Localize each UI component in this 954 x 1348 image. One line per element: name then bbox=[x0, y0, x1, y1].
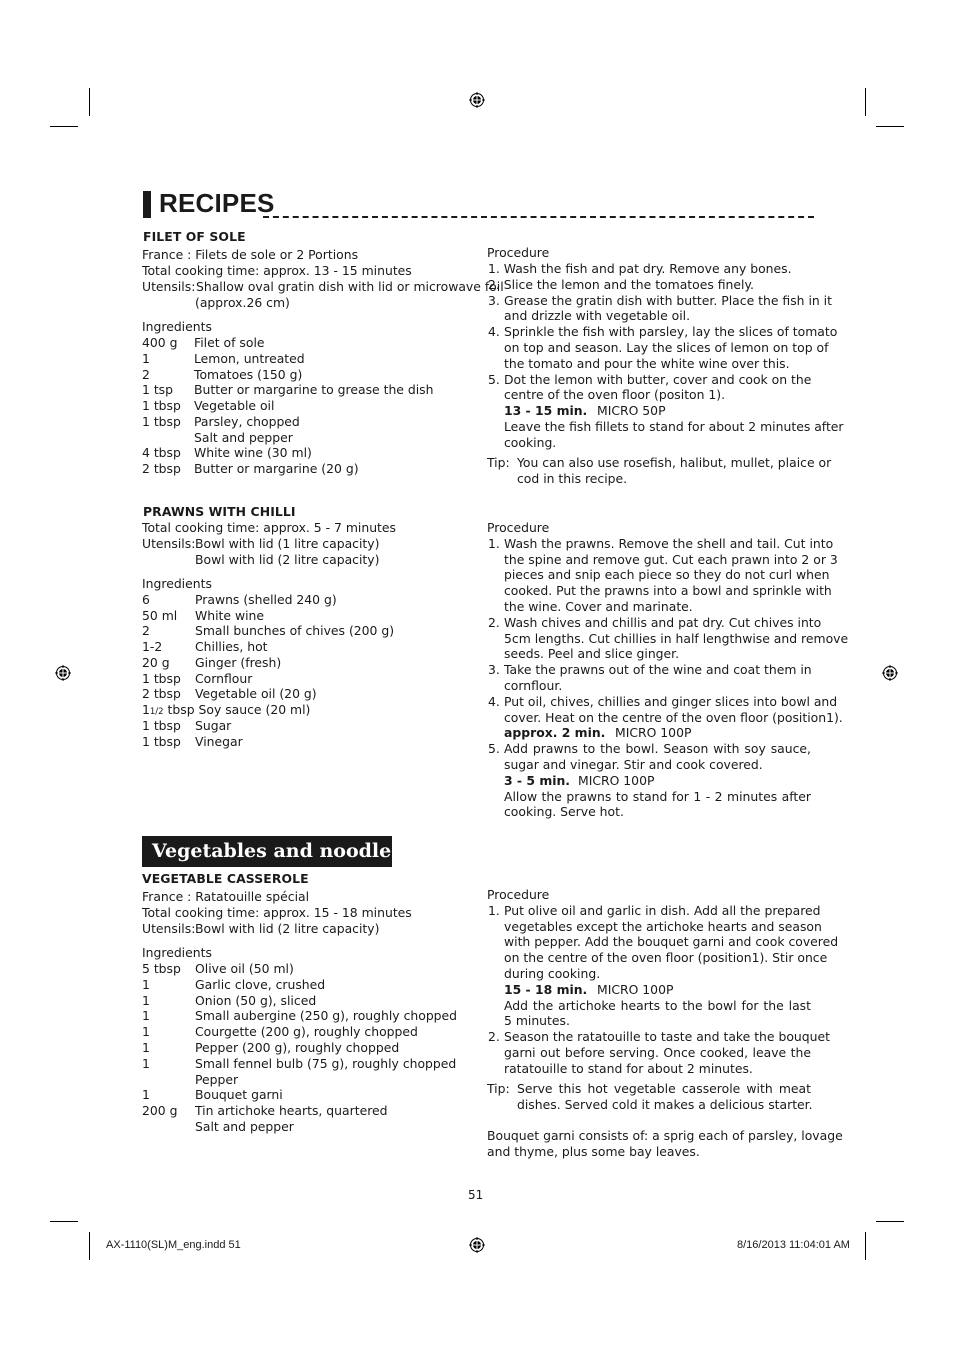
ingredients-label: Ingredients bbox=[142, 576, 212, 591]
step-number: 5. bbox=[488, 372, 500, 387]
power-setting: MICRO 100P bbox=[597, 982, 674, 997]
utensils-text: Bowl with lid (2 litre capacity) bbox=[195, 921, 380, 936]
utensils-text: Shallow oval gratin dish with lid or microwave foil bbox=[196, 279, 504, 294]
utensils-text: (approx.26 cm) bbox=[195, 295, 290, 310]
recipe-origin: France : Ratatouille spécial bbox=[142, 889, 310, 904]
step-number: 4. bbox=[488, 694, 500, 709]
tip-text: cod in this recipe. bbox=[517, 471, 628, 486]
section-title: RECIPES bbox=[159, 188, 275, 218]
utensils-text: Bowl with lid (1 litre capacity) bbox=[195, 536, 380, 551]
cook-time: 15 - 18 min. bbox=[504, 982, 588, 997]
cook-time: 13 - 15 min. bbox=[504, 403, 588, 418]
registration-mark-icon bbox=[882, 665, 898, 681]
tip-text: dishes. Served cold it makes a delicious starter. bbox=[517, 1097, 813, 1112]
step-line: 5cm lengths. Cut chillies in half lengthwise and remove bbox=[504, 631, 849, 646]
crop-mark bbox=[89, 1232, 90, 1260]
utensils-label: Utensils: bbox=[142, 921, 196, 936]
step-line: on the centre of the oven floor (position1). Stir once bbox=[504, 950, 828, 965]
step-line: cooking. Serve hot. bbox=[504, 804, 624, 819]
crop-mark bbox=[50, 1221, 78, 1222]
step-line: the wine. Cover and marinate. bbox=[504, 599, 693, 614]
step-line: and drizzle with vegetable oil. bbox=[504, 308, 691, 323]
power-setting: MICRO 100P bbox=[615, 725, 692, 740]
step-number: 3. bbox=[488, 662, 500, 677]
tip-text: You can also use rosefish, halibut, mullet, plaice or bbox=[517, 455, 832, 470]
cook-time: approx. 2 min. bbox=[504, 725, 606, 740]
crop-mark bbox=[50, 126, 78, 127]
step-line: the spine and remove gut. Cut each prawn into 2 or 3 bbox=[504, 552, 838, 567]
step-line: Grease the gratin dish with butter. Place the fish in it bbox=[504, 293, 832, 308]
section-dashed-rule bbox=[263, 216, 814, 218]
recipe-title: FILET OF SOLE bbox=[143, 229, 246, 244]
crop-mark bbox=[89, 88, 90, 116]
procedure-label: Procedure bbox=[487, 887, 550, 902]
step-line: vegetables except the artichoke hearts and season bbox=[504, 919, 822, 934]
crop-mark bbox=[865, 1232, 866, 1260]
recipe-origin: France : Filets de sole or 2 Portions bbox=[142, 247, 359, 262]
step-line: 5 minutes. bbox=[504, 1013, 570, 1028]
subsection-title: Vegetables and noodles bbox=[152, 840, 402, 862]
step-line: the tomato and pour the white wine over this. bbox=[504, 356, 790, 371]
utensils-label: Utensils: bbox=[142, 279, 196, 294]
step-line: Put oil, chives, chillies and ginger slices into bowl and bbox=[504, 694, 838, 709]
step-line: cooking. bbox=[504, 435, 557, 450]
step-number: 3. bbox=[488, 293, 500, 308]
step-line: Leave the fish fillets to stand for about 2 minutes after bbox=[504, 419, 844, 434]
tip-label: Tip: bbox=[487, 455, 510, 470]
step-line: cooked. Put the prawns into a bowl and sprinkle with bbox=[504, 583, 832, 598]
note-text: and thyme, plus some bay leaves. bbox=[487, 1144, 700, 1159]
cook-time: 3 - 5 min. bbox=[504, 773, 571, 788]
step-line: Take the prawns out of the wine and coat them in bbox=[504, 662, 812, 677]
tip-label: Tip: bbox=[487, 1081, 510, 1096]
section-bar bbox=[143, 191, 151, 218]
note-text: Bouquet garni consists of: a sprig each of parsley, lovage bbox=[487, 1128, 843, 1143]
step-line: Dot the lemon with butter, cover and cook on the bbox=[504, 372, 812, 387]
step-line: Add prawns to the bowl. Season with soy sauce, bbox=[504, 741, 811, 756]
step-line: garni out before serving. Once cooked, leave the bbox=[504, 1045, 811, 1060]
step-line: during cooking. bbox=[504, 966, 601, 981]
registration-mark-icon bbox=[55, 665, 71, 681]
step-line: Sprinkle the fish with parsley, lay the slices of tomato bbox=[504, 324, 838, 339]
footer-file-name: AX-1110(SL)M_eng.indd 51 bbox=[106, 1239, 241, 1251]
step-number: 1. bbox=[488, 903, 500, 918]
recipe-title: VEGETABLE CASSEROLE bbox=[142, 871, 309, 886]
step-line: centre of the oven floor (positon 1). bbox=[504, 387, 726, 402]
step-line: on top and season. Lay the slices of lemon on top of bbox=[504, 340, 829, 355]
procedure-label: Procedure bbox=[487, 245, 550, 260]
recipe-title: PRAWNS WITH CHILLI bbox=[143, 504, 296, 519]
step-line: Add the artichoke hearts to the bowl for the last bbox=[504, 998, 811, 1013]
step-number: 5. bbox=[488, 741, 500, 756]
step-line: sugar and vinegar. Stir and cook covered. bbox=[504, 757, 763, 772]
cooking-time: Total cooking time: approx. 5 - 7 minutes bbox=[142, 520, 396, 535]
step-line: Wash chives and chillis and pat dry. Cut chives into bbox=[504, 615, 822, 630]
procedure-label: Procedure bbox=[487, 520, 550, 535]
procedure-step: 1. Wash the fish and pat dry. Remove any bones. bbox=[488, 261, 792, 276]
utensils-label: Utensils: bbox=[142, 536, 196, 551]
step-line: Allow the prawns to stand for 1 - 2 minutes after bbox=[504, 789, 811, 804]
ingredients-label: Ingredients bbox=[142, 945, 212, 960]
step-number: 4. bbox=[488, 324, 500, 339]
manual-page: RECIPES FILET OF SOLE France : Filets de sole or 2 Portions Total cooking time: approx. 13 - 15 minutes Utensils: Shallow oval gratin dish with lid or microwave foil (approx.26 cm) Ingredients 400 g Filet of sole 1 Lemon, untreated 2 Tomatoes (150 g) 1 tsp Butter or margarine to grease the dish 1 tbsp Vegetable oil 1 tbsp Parsley, chopped Salt and pepper 4 tbsp White wine (30 ml) 2 tbsp Butter or margarine (20 g) Procedure 1. Wash the fish and pat dry. Remove any bones. 2. Slice the lemon and the tomatoes finely. 3. Grease the gratin dish with butter. Place the fish in it and drizzle with vegetable oil. 4. Sprinkle the fish with parsley, lay the slices of tomato on top and season. Lay the slices of lemon on top of the tomato and pour the white wine over this. 5. Dot the lemon with butter, cover and cook on the centre of the oven floor (positon 1). 13 - 15 min. MICRO 50P Leave the fish fillets to stand for about 2 minutes after cooking. Tip: You can also use rosefish, halibut, mullet, plaice or cod in this recipe. PRAWNS WITH CHILLI Total cooking time: approx. 5 - 7 minutes Utensils: Bowl with lid (1 litre capacity) Bowl with lid (2 litre capacity) Ingredients 6 Prawns (shelled 240 g) 50 ml White wine 2 Small bunches of chives (200 g) 1-2 Chillies, hot 20 g Ginger (fresh) 1 tbsp Cornflour 2 tbsp Vegetable oil (20 g) 11/2 tbsp Soy sauce (20 ml) 1 tbsp Sugar 1 tbsp Vinegar Procedure 1. Wash the prawns. Remove the shell and tail. Cut into the spine and remove gut. Cut each prawn into 2 or 3 pieces and snip each piece so they do not curl when cooked. Put the prawns into a bowl and sprinkle with the wine. Cover and marinate. 2. Wash chives and chillis and pat dry. Cut chives into 5cm lengths. Cut chillies in half lengthwise and remove seeds. Peel and slice ginger. 3. Take the prawns out of the wine and coat them in cornflour. 4. Put oil, chives, chillies and ginger slices into bowl and cover. Heat on the centre of the oven floor (position1). approx. 2 min. MICRO 100P 5. Add prawns to the bowl. Season with soy sauce, sugar and vinegar. Stir and cook covered. 3 - 5 min. MICRO 100P Allow the prawns to stand for 1 - 2 minutes after cooking. Serve hot. Vegetables and noodles VEGETABLE CASSEROLE France : Ratatouille spécial Total cooking time: approx. 15 - 18 minutes Utensils: Bowl with lid (2 litre capacity) Ingredients 5 tbsp Olive oil (50 ml) 1 Garlic clove, crushed 1 Onion (50 g), sliced 1 Small aubergine (250 g), roughly chopped 1 Courgette (200 g), roughly chopped 1 Pepper (200 g), roughly chopped 1 Small fennel bulb (75 g), roughly chopped Pepper 1 Bouquet garni 200 g Tin artichoke hearts, quartered Salt and pepper Procedure 1. Put olive oil and garlic in dish. Add all the prepared vegetables except the artichoke hearts and season with pepper. Add the bouquet garni and cook covered on the centre of the oven floor (position1). Stir once during cooking. 15 - 18 min. MICRO 100P Add the artichoke hearts to the bowl for the last 5 minutes. 2. Season the ratatouille to taste and take the bouquet garni out before serving. Once cooked, leave the ratatouille to stand for about 2 minutes. Tip: Serve this hot vegetable casserole with meat dishes. Served cold it makes a delicious starter. Bouquet garni consists of: a sprig each of parsley, lovage and thyme, plus some bay leaves. 51 AX-1110(SL)M_eng.indd 51 8/16/2013 11:04:01 AM bbox=[0, 0, 954, 1348]
step-line: Season the ratatouille to taste and take the bouquet bbox=[504, 1029, 830, 1044]
procedure-step: 2. Slice the lemon and the tomatoes finely. bbox=[488, 277, 754, 292]
step-line: with pepper. Add the bouquet garni and cook covered bbox=[504, 934, 839, 949]
step-line: cover. Heat on the centre of the oven floor (position1). bbox=[504, 710, 843, 725]
step-line: cornflour. bbox=[504, 678, 563, 693]
step-line: seeds. Peel and slice ginger. bbox=[504, 646, 680, 661]
crop-mark bbox=[876, 126, 904, 127]
step-number: 1. bbox=[488, 536, 500, 551]
subsection-banner bbox=[142, 836, 402, 867]
step-line: ratatouille to stand for about 2 minutes. bbox=[504, 1061, 753, 1076]
power-setting: MICRO 100P bbox=[578, 773, 655, 788]
registration-mark-icon bbox=[469, 92, 485, 108]
tip-text: Serve this hot vegetable casserole with meat bbox=[517, 1081, 811, 1096]
cooking-time: Total cooking time: approx. 15 - 18 minutes bbox=[142, 905, 412, 920]
registration-mark-icon bbox=[469, 1237, 485, 1253]
section-header bbox=[143, 188, 814, 220]
step-line: Wash the prawns. Remove the shell and tail. Cut into bbox=[504, 536, 834, 551]
utensils-text: Bowl with lid (2 litre capacity) bbox=[195, 552, 380, 567]
ingredients-label: Ingredients bbox=[142, 319, 212, 334]
step-line: pieces and snip each piece so they do not curl when bbox=[504, 567, 830, 582]
ingredient-row: 11/2 tbsp Soy sauce (20 ml) bbox=[142, 702, 311, 717]
step-line: Put olive oil and garlic in dish. Add all the prepared bbox=[504, 903, 821, 918]
crop-mark bbox=[865, 88, 866, 116]
page-number: 51 bbox=[468, 1188, 484, 1202]
power-setting: MICRO 50P bbox=[597, 403, 666, 418]
cooking-time: Total cooking time: approx. 13 - 15 minutes bbox=[142, 263, 412, 278]
footer-timestamp: 8/16/2013 11:04:01 AM bbox=[737, 1239, 850, 1251]
step-number: 2. bbox=[488, 615, 500, 630]
step-number: 2. bbox=[488, 1029, 500, 1044]
crop-mark bbox=[876, 1221, 904, 1222]
